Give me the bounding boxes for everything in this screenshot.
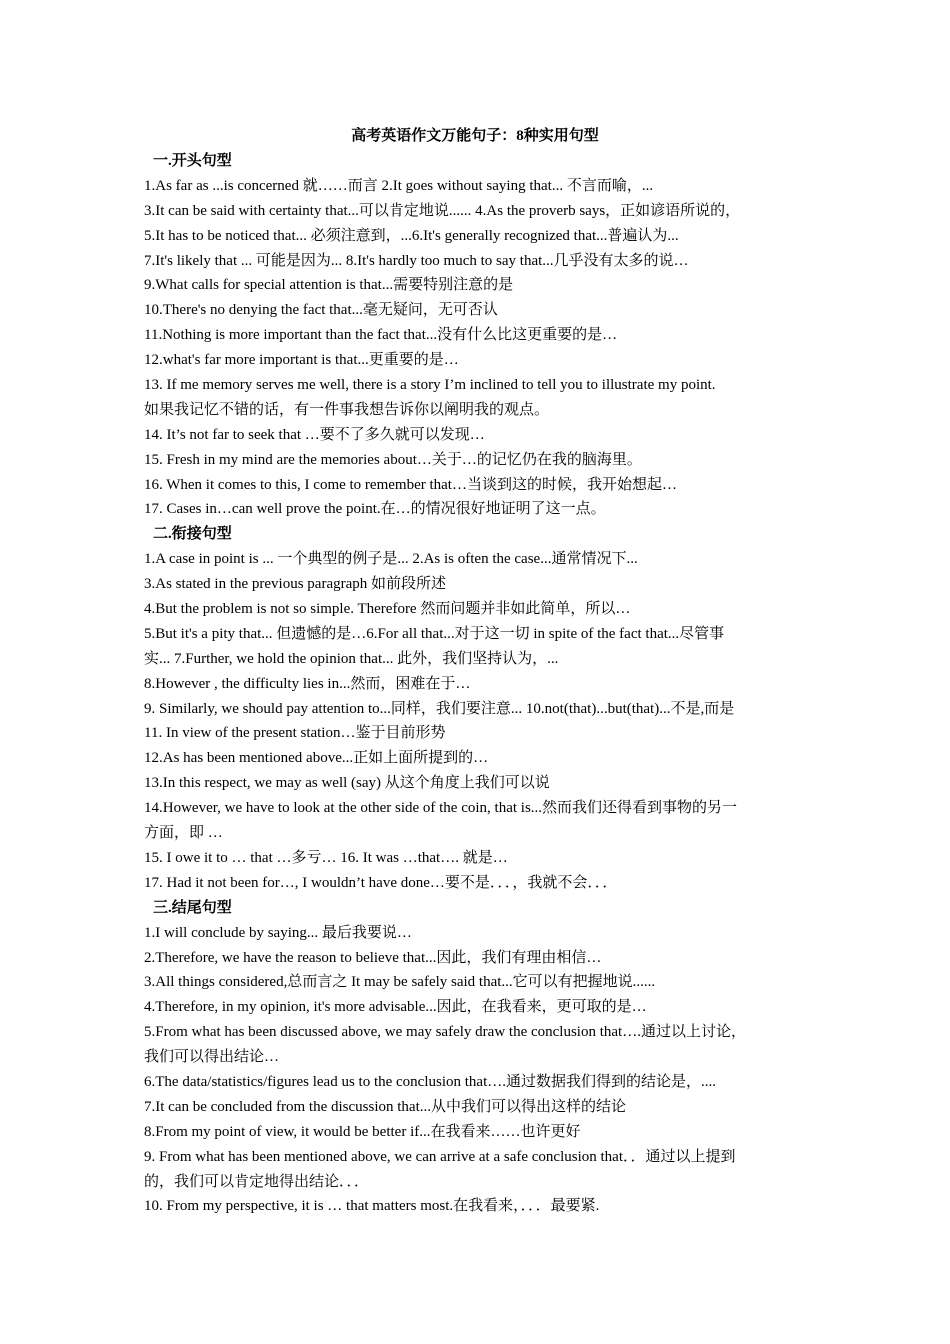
sentence-line: 12.what's far more important is that...更重要的是… — [144, 352, 459, 369]
sentence-line: 1.As far as ...is concerned 就……而言 2.It goes without saying that... 不言而喻，... — [144, 177, 654, 194]
sentence-line: 我们可以得出结论… — [144, 1049, 280, 1066]
sentence-line: 1.I will conclude by saying... 最后我要说… — [144, 924, 412, 941]
sentence-line: 10.There's no denying the fact that...毫无疑问，无可否认 — [144, 302, 498, 319]
sentence-line: 方面，即 … — [144, 825, 223, 842]
section-heading: 一.开头句型 — [153, 153, 232, 169]
sentence-line: 如果我记忆不错的话，有一件事我想告诉你以阐明我的观点。 — [144, 401, 550, 418]
sentence-line: 5.But it's a pity that... 但遗憾的是…6.For all that...对于这一切 in spite of the fact that...尽管事 — [144, 625, 725, 642]
sentence-line: 实... 7.Further, we hold the opinion that... 此外，我们坚持认为，... — [144, 650, 559, 667]
sentence-line: 3.As stated in the previous paragraph 如前段所述 — [144, 576, 447, 593]
sentence-line: 8.However , the difficulty lies in...然而，困难在于… — [144, 675, 471, 692]
sentence-line: 8.From my point of view, it would be better if...在我看来……也许更好 — [144, 1123, 581, 1140]
sentence-line: 9. Similarly, we should pay attention to...同样，我们要注意... 10.not(that)...but(that)...不是,而是 — [144, 700, 735, 717]
document-body — [144, 149, 819, 1219]
sentence-line: 14. It’s not far to seek that …要不了多久就可以发现… — [144, 426, 485, 443]
section-heading: 二.衔接句型 — [153, 526, 232, 543]
document-title: 高考英语作文万能句子：8种实用句型 — [351, 128, 599, 144]
section-heading: 三.结尾句型 — [153, 899, 232, 916]
sentence-line: 3.All things considered,总而言之 It may be safely said that...它可以有把握地说...... — [144, 974, 656, 991]
sentence-line: 14.However, we have to look at the other side of the coin, that is...然而我们还得看到事物的另一 — [144, 800, 738, 817]
sentence-line: 15. I owe it to … that …多亏… 16. It was …that…. 就是… — [144, 849, 508, 866]
sentence-line: 12.As has been mentioned above...正如上面所提到的… — [144, 750, 489, 767]
sentence-line: 11.Nothing is more important than the fact that...没有什么比这更重要的是… — [144, 327, 618, 344]
sentence-line: 4.But the problem is not so simple. Therefore 然而问题并非如此简单，所以… — [144, 601, 631, 618]
sentence-line: 11. In view of the present station…鉴于目前形势 — [144, 725, 446, 742]
sentence-line: 10. From my perspective, it is … that matters most.在我看来，．．．最要紧. — [144, 1198, 600, 1215]
sentence-line: 的，我们可以肯定地得出结论．．． — [144, 1173, 370, 1190]
sentence-line: 13.In this respect, we may as well (say) 从这个角度上我们可以说 — [144, 775, 550, 792]
sentence-line: 5.From what has been discussed above, we may safely draw the conclusion that….通过以上讨论， — [144, 1024, 746, 1041]
sentence-line: 17. Cases in…can well prove the point.在…的情况很好地证明了这一点。 — [144, 501, 606, 518]
sentence-line: 5.It has to be noticed that... 必须注意到，...6.It's generally recognized that...普遍认为... — [144, 227, 679, 244]
sentence-line: 9.What calls for special attention is that...需要特别注意的是 — [144, 277, 514, 294]
sentence-line: 4.Therefore, in my opinion, it's more advisable...因此，在我看来，更可取的是… — [144, 999, 647, 1016]
sentence-line: 15. Fresh in my mind are the memories about…关于…的记忆仍在我的脑海里。 — [144, 451, 642, 468]
sentence-line: 6.The data/statistics/figures lead us to the conclusion that….通过数据我们得到的结论是，.... — [144, 1073, 717, 1090]
sentence-line: 16. When it comes to this, I come to remember that…当谈到这的时候，我开始想起… — [144, 476, 677, 493]
sentence-line: 17. Had it not been for…, I wouldn’t have done…要不是．．．，我就不会．．． — [144, 874, 618, 891]
sentence-line: 9. From what has been mentioned above, we can arrive at a safe conclusion that．．通过以上提到 — [144, 1148, 736, 1165]
sentence-line: 1.A case in point is ... 一个典型的例子是... 2.As is often the case...通常情况下... — [144, 551, 638, 568]
sentence-line: 3.It can be said with certainty that...可以肯定地说...... 4.As the proverb says，正如谚语所说的， — [144, 202, 741, 219]
sentence-line: 7.It's likely that ... 可能是因为... 8.It's hardly too much to say that...几乎没有太多的说… — [144, 252, 689, 269]
sentence-line: 13. If me memory serves me well, there is a story I’m inclined to tell you to illustrate my point. — [144, 377, 716, 394]
sentence-line: 7.It can be concluded from the discussion that...从中我们可以得出这样的结论 — [144, 1098, 627, 1115]
sentence-line: 2.Therefore, we have the reason to believe that...因此，我们有理由相信… — [144, 949, 602, 966]
